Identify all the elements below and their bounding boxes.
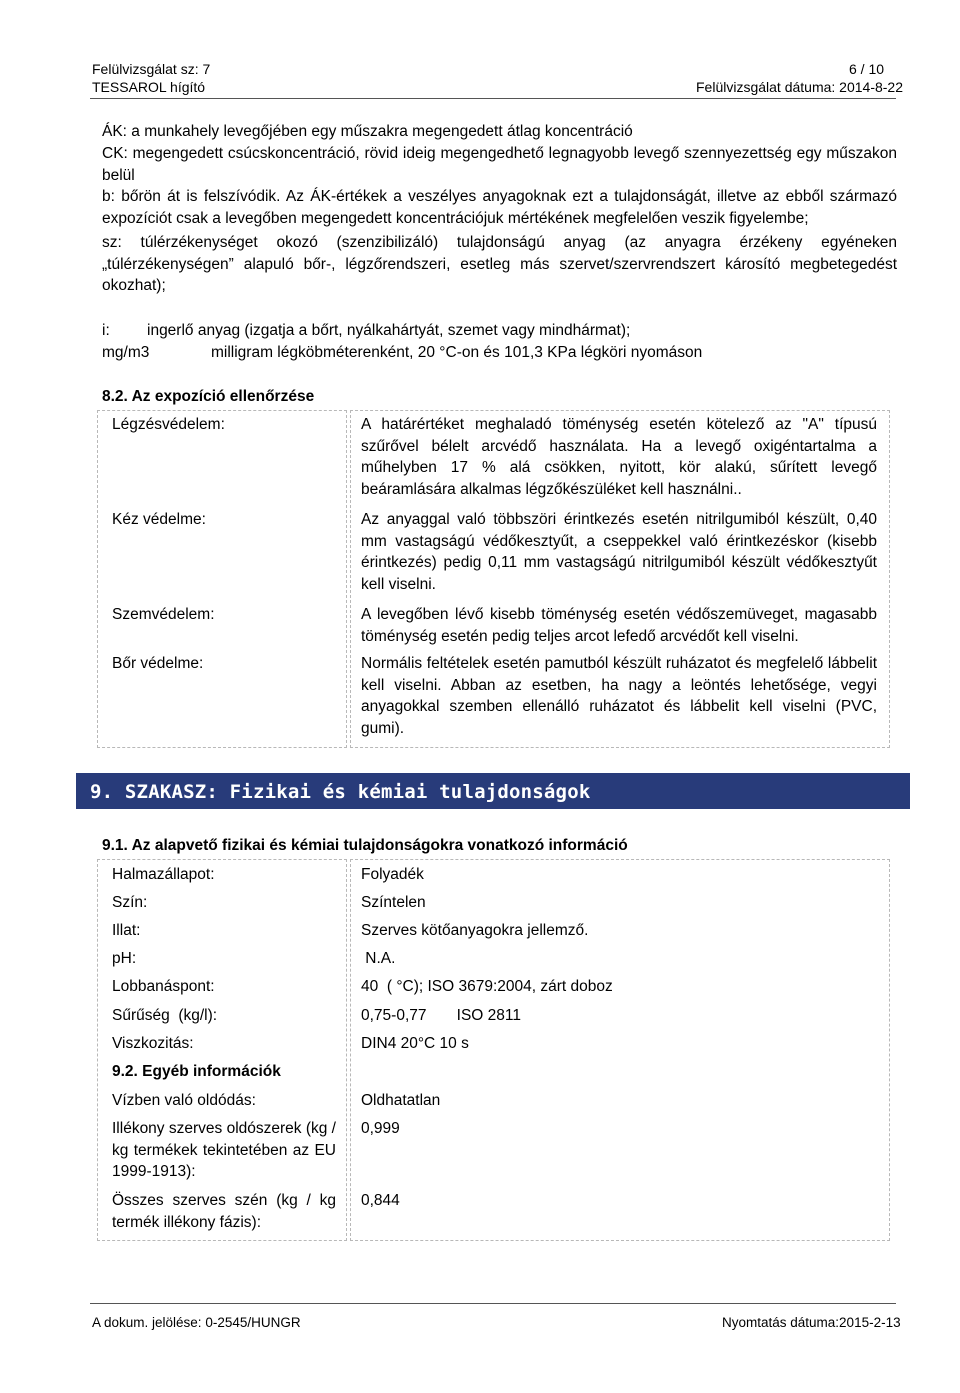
protection-text-skin: Normális feltételek esetén pamutból készült ruházatot és megfelelő lábbelit kell viselni. Abban az esetben, ha nagy a leöntés lehetősége, vegyi anyagokkal szemben ellenálló ruházatot és lábbelit kell viselni (PVC, gumi). [361,655,877,737]
header-revision-date: Felülvizsgálat dátuma: 2014-8-22 [696,79,904,95]
property-value: 40 ( °C); ISO 3679:2004, zárt doboz [361,978,613,995]
property-value: Szerves kötőanyagokra jellemző. [361,922,589,939]
section-8-2-title: 8.2. Az expozíció ellenőrzése [102,388,315,405]
section-9-banner [76,773,910,809]
property-label: Viszkozitás: [112,1035,194,1052]
definition-i-key: i: [102,322,110,339]
property-label: pH: [112,950,137,967]
property-label: Összes szerves szén (kg / kg termék illékony fázis): [112,1192,336,1231]
footer-print-date: Nyomtatás dátuma:2015-2-13 [722,1315,901,1330]
definition-sz: sz: túlérzékenységet okozó (szenzibilizáló) tulajdonságú anyag (az anyagra érzékeny egyéneken „túlérzékenységen” alapuló bőr-, légzőrendszeri, esetleg más szervet/szervrendszert károsító megbetegedést okozhat); [102,234,897,294]
property-label: Illat: [112,922,141,939]
protection-text-eyes: A levegőben lévő kisebb töménység esetén védőszemüveget, magasabb töménység esetén pedig teljes arcot lefedő arcvédőt kell viselni. [361,606,877,645]
footer-rule [90,1303,896,1304]
property-value: 0,844 [361,1192,400,1209]
footer-doc-id: A dokum. jelölése: 0-2545/HUNGR [92,1315,301,1330]
protection-label-respiratory: Légzésvédelem: [112,416,225,433]
property-label: Sűrűség (kg/l): [112,1007,218,1024]
protection-text-respiratory: A határértéket meghaladó töménység esetén kötelező az "A" típusú szűrővel bélelt arcvédő használata. Ha a levegő oxigéntartalma a műhelyben 17 % alá csökken, nyitott, kör alakú, sűrített levegő beáramlására alkalmas légzőkészüléket kell használni.. [361,416,877,498]
protection-label-hands: Kéz védelme: [112,511,206,528]
protection-label-eyes: Szemvédelem: [112,606,215,623]
protection-labels-box [97,410,347,748]
property-label: Vízben való oldódás: [112,1092,256,1109]
definition-mg-text: milligram légköbméterenként, 20 °C-on és 101,3 KPa légköri nyomáson [211,344,703,361]
header-rule [90,98,896,99]
protection-text-hands: Az anyaggal való többszöri érintkezés esetén nitrilgumiból készült, 0,40 mm vastagságú védőkesztyűt, a cseppekkel való érintkezéskor (kisebb érintkezés) pedig 0,11 mm vastagságú nitrilgumiból készült védőkesztyűt kell viselni. [361,511,877,593]
property-value: Színtelen [361,894,426,911]
section-9-2-title: 9.2. Egyéb információk [112,1063,281,1080]
property-value: Folyadék [361,866,424,883]
property-value: DIN4 20°C 10 s [361,1035,469,1052]
definition-mg-key: mg/m3 [102,344,150,361]
property-value: 0,75-0,77 ISO 2811 [361,1007,521,1024]
definition-b: b: bőrön át is felszívódik. Az ÁK-értékek a veszélyes anyagoknak ezt a tulajdonságát, illetve az ebből származó expozíciót csak a levegőben megengedett koncentrációjuk mértékének megfelelően veszik figyelembe; [102,188,897,227]
property-label: Szín: [112,894,148,911]
property-label: Illékony szerves oldószerek (kg / kg termékek tekintetében az EU 1999-1913): [112,1120,336,1180]
property-value: N.A. [361,950,396,967]
section-9-1-title: 9.1. Az alapvető fizikai és kémiai tulajdonságokra vonatkozó információ [102,837,628,854]
definition-ak: ÁK: a munkahely levegőjében egy műszakra megengedett átlag koncentráció [102,123,633,140]
protection-label-skin: Bőr védelme: [112,655,204,672]
header-page-number: 6 / 10 [849,61,885,77]
header-revision: Felülvizsgálat sz: 7 [92,61,211,77]
header-product: TESSAROL hígító [92,79,206,95]
property-label: Halmazállapot: [112,866,215,883]
property-value: Oldhatatlan [361,1092,441,1109]
definition-ck: CK: megengedett csúcskoncentráció, rövid ideig megengedhető legnagyobb levegő szennyezettség egy műszakon belül [102,145,897,184]
property-value: 0,999 [361,1120,400,1137]
property-label: Lobbanáspont: [112,978,215,995]
section-9-banner-title: 9. SZAKASZ: Fizikai és kémiai tulajdonságok [90,781,591,803]
definition-i-text: ingerlő anyag (izgatja a bőrt, nyálkahártyát, szemet vagy mindhármat); [147,322,631,339]
